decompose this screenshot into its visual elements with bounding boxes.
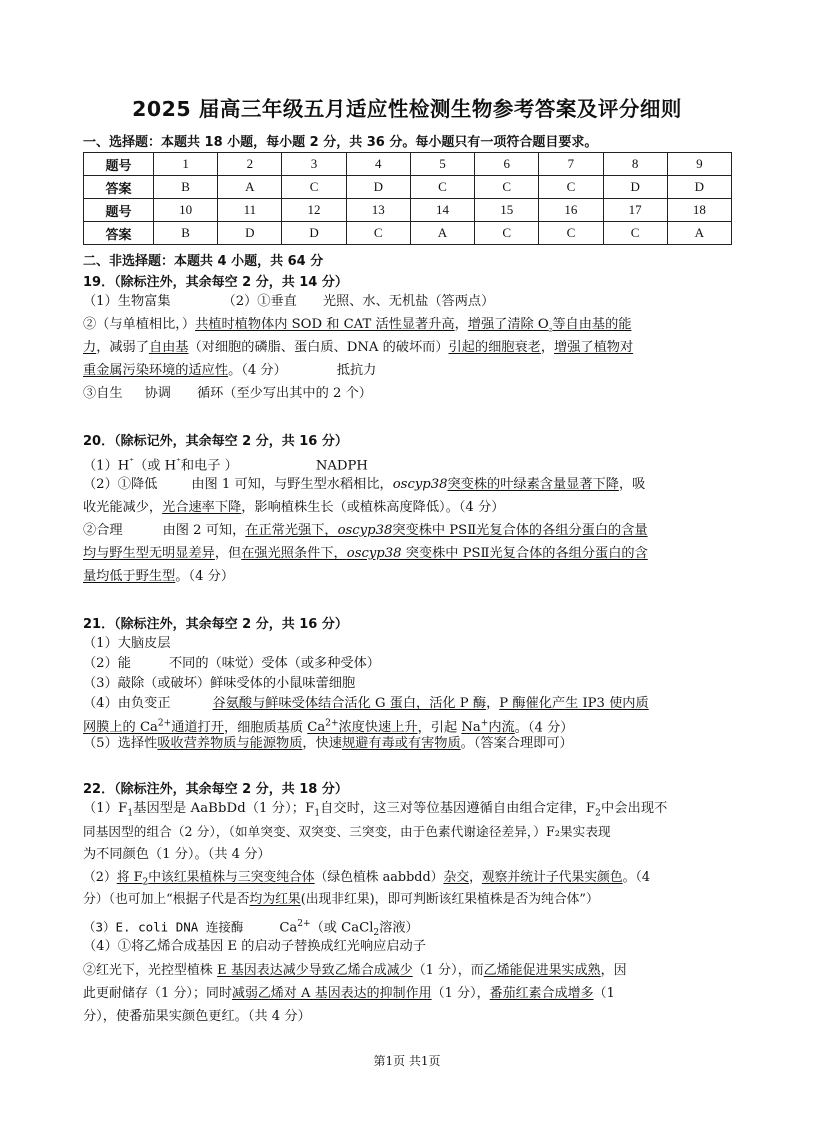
table-row (84, 222, 732, 245)
answer-text: NADPH (315, 458, 368, 474)
q20-line-5 (83, 544, 743, 564)
underlined-answer: 量均低于野生型 (83, 569, 176, 584)
answer-text: 。（4 分） (228, 363, 287, 378)
q21-line-6 (83, 734, 743, 754)
answer-text: （3）E. coli DNA 连接酶 (83, 919, 244, 935)
table-row (84, 153, 732, 176)
table-row (84, 176, 732, 199)
answer-text: （2）能 (83, 656, 131, 671)
table-cell: B (154, 222, 218, 245)
answer-text: 此更耐储存（1 分）；同时 (83, 986, 232, 1001)
answer-text: ， (454, 317, 468, 332)
table-cell: D (346, 176, 410, 199)
underlined-answer: 网膜上的 $Ca^{2+}$通道打开 (83, 719, 224, 736)
answer-text: ，快速 (302, 736, 342, 751)
underlined-answer: 重金属污染环境的适应性 (83, 363, 229, 378)
answer-text: ， (486, 696, 500, 711)
answer-text: （1 分），而 (412, 963, 484, 978)
table-cell: C (475, 222, 539, 245)
underlined-answer: 力 (83, 340, 97, 355)
answer-text: ， (540, 340, 555, 355)
table-row (84, 199, 732, 222)
answer-text: （2）①垂直 (222, 294, 297, 309)
superscript: 2+ (297, 919, 311, 929)
q19-line-5 (83, 384, 743, 404)
answer-table (83, 152, 732, 245)
underlined-answer: 杂交 (443, 870, 470, 885)
answer-text: 。（4 分） (514, 720, 574, 736)
table-cell: 7 (539, 153, 603, 176)
table-cell: 9 (667, 153, 731, 176)
answer-text: ，影响植株生长（或植株高度降低）。（4 分） (241, 500, 505, 515)
question-21-heading: 21．（除标注外，其余每空 2 分，共 16 分） (83, 617, 348, 632)
underlined-answer: Na+内流 (461, 719, 515, 736)
underlined-answer: 番茄红素合成增多 (489, 986, 594, 1001)
underlined-answer: 减弱乙烯对 A 基因表达的抑制作用 (231, 986, 432, 1001)
answer-text: （2）①降低 (83, 477, 158, 492)
q20-line-1 (83, 452, 743, 476)
table-cell: C (475, 176, 539, 199)
table-cell: C (603, 222, 667, 245)
underlined-answer: 突变株的叶绿素含量显著下降 (447, 477, 619, 492)
q20-line-3 (83, 498, 743, 518)
answer-text: ， (469, 870, 482, 885)
section-1-heading: 一、选择题：本题共 18 小题，每小题 2 分，共 36 分。每小题只有一项符合题目要求。 (83, 135, 598, 150)
page-footer: 第1页 共1页 (373, 1054, 441, 1068)
table-cell: B (154, 176, 218, 199)
table-row-label: 题号 (84, 199, 154, 222)
table-cell: C (410, 176, 474, 199)
underlined-answer: E 基因表达减少导致乙烯合成减少 (217, 963, 413, 978)
table-cell: 2 (218, 153, 282, 176)
answer-text: ，因 (600, 963, 627, 978)
q22-line-10: 分），使番茄果实颜色更红。（共 4 分） (83, 1009, 311, 1024)
table-cell: 18 (667, 199, 731, 222)
answer-text: ，减弱了 (96, 340, 149, 355)
table-cell: D (282, 222, 346, 245)
answer-text: ，引起 (417, 720, 462, 736)
table-cell: 15 (475, 199, 539, 222)
underlined-answer: 将 $F_2$中该红果植株与三突变纯合体 (116, 870, 315, 888)
subscript: 1 (314, 808, 321, 819)
underlined-answer: 增强了植物对 (554, 340, 634, 355)
answer-text: 协调 (144, 386, 171, 401)
answer-text: 抵抗力 (336, 363, 377, 378)
superscript: ⁺ (129, 457, 135, 467)
answer-text: 光照、水、无机盐（答两点） (322, 294, 495, 309)
underlined-answer: 均与野生型无明显差异 (83, 546, 215, 561)
answer-text: （1 分）， (431, 986, 490, 1001)
answer-text: 。（答案合理即可） (460, 736, 573, 751)
table-cell: 8 (603, 153, 667, 176)
answer-text: （5）选择性 (83, 736, 158, 751)
underlined-answer: 共植时植物体内 SOD 和 CAT 活性显著升高 (195, 317, 455, 332)
question-20-heading: 20．（除标记外，其余每空 2 分，共 16 分） (83, 434, 348, 449)
table-cell: 16 (539, 199, 603, 222)
underlined-answer: 观察并统计子代果实颜色 (481, 870, 623, 885)
q22-line-5 (83, 890, 743, 910)
underlined-answer: 自由基 (148, 340, 189, 355)
table-cell: 17 (603, 199, 667, 222)
underlined-answer: $Ca^{2+}$浓度快速上升 (307, 719, 418, 736)
table-cell: A (667, 222, 731, 245)
question-22-heading: 22．（除标注外，其余每空 2 分，共 18 分） (83, 782, 348, 797)
q22-line-7: （4）①将乙烯合成基因 E 的启动子替换成红光响应启动子 (83, 939, 426, 954)
table-cell: A (218, 176, 282, 199)
gene-name: oscyp38 (392, 477, 448, 492)
answer-text: ②合理 (83, 523, 123, 538)
answer-text: （1）F (83, 801, 128, 816)
answer-text: （绿色植株 aabbdd） (314, 870, 444, 885)
table-cell: 4 (346, 153, 410, 176)
answer-text: (出现非红果)，即可判断该红果植株是否为纯合体”） (300, 892, 599, 907)
q19-line-4 (83, 361, 743, 381)
q22-line-8 (83, 961, 743, 981)
q20-line-6 (83, 567, 743, 587)
underlined-answer: 均为红果 (249, 892, 301, 907)
q20-line-2 (83, 475, 743, 495)
subscript: 2 (595, 808, 601, 819)
subscript: 1 (127, 808, 134, 819)
answer-text: 循环（至少写出其中的 2 个） (196, 386, 372, 401)
table-cell: D (667, 176, 731, 199)
answer-text: 自交时，这三对等位基因遵循自由组合定律，F (320, 801, 596, 816)
underlined-answer: 光合速率下降 (162, 500, 242, 515)
answer-text: ②红光下，光控型植株 (83, 963, 218, 978)
underlined-answer: 谷氨酸与鲜味受体结合活化 G 蛋白，活化 P 酶 (212, 696, 487, 711)
table-cell: 10 (154, 199, 218, 222)
table-row-label: 答案 (84, 176, 154, 199)
q22-line-4 (83, 868, 743, 893)
answer-text: 收光能减少， (83, 500, 163, 515)
table-cell: 11 (218, 199, 282, 222)
table-cell: 12 (282, 199, 346, 222)
q21-line-1: （1）大脑皮层 (83, 636, 171, 651)
answer-text: 不同的（味觉）受体（或多种受体） (168, 656, 380, 671)
table-cell: 1 (154, 153, 218, 176)
table-row-label: 答案 (84, 222, 154, 245)
answer-text: （2） (83, 870, 117, 885)
underlined-answer: 在强光照条件下，oscyp38 突变株中 PSⅡ光复合体的各组分蛋白的含 (241, 546, 648, 561)
answer-text: 基因型是 AaBbDd（1 分）；F (133, 801, 315, 816)
table-cell: 14 (410, 199, 474, 222)
answer-text: 中会出现不 (600, 801, 668, 816)
answer-text: Ca (279, 920, 298, 936)
q19-line-3 (83, 338, 743, 358)
table-cell: D (218, 222, 282, 245)
question-19-heading: 19．（除标注外，其余每空 2 分，共 14 分） (83, 275, 348, 290)
underlined-answer: 吸收营养物质与能源物质 (157, 736, 303, 751)
table-cell: A (410, 222, 474, 245)
table-cell: C (346, 222, 410, 245)
table-cell: D (603, 176, 667, 199)
table-cell: 3 (282, 153, 346, 176)
section-2-heading: 二、非选择题：本题共 4 小题，共 64 分 (83, 254, 324, 269)
answer-text: ②（与单植相比，） (83, 317, 196, 332)
answer-text: ③自生 (83, 386, 123, 401)
q21-line-4 (83, 694, 743, 714)
answer-text: （1）H (83, 458, 130, 474)
answer-text: （或 H (134, 458, 177, 474)
answer-text: （4）由负变正 (83, 696, 171, 711)
table-cell: C (539, 222, 603, 245)
q19-line-1 (83, 292, 743, 312)
subscript: 2 (373, 928, 380, 939)
answer-text: 由图 1 可知，与野生型水稻相比， (191, 477, 393, 492)
q22-line-9 (83, 984, 743, 1004)
answer-text: （1 (593, 986, 615, 1001)
answer-text: 分）（也可加上“根据子代是否 (83, 892, 250, 907)
answer-text: （或 CaCl (310, 920, 374, 936)
q22-line-2: 同基因型的组合（2 分），（如单突变、双突变、三突变，由于色素代谢途径差异，）F₂果实表现 (83, 824, 611, 839)
underlined-answer: P 酶催化产生 IP3 使内质 (499, 696, 649, 711)
page-title: 2025 届高三年级五月适应性检测生物参考答案及评分细则 (132, 97, 682, 121)
answer-text: ，但 (214, 546, 242, 561)
answer-text: （对细胞的磷脂、蛋白质、DNA 的破坏而） (188, 340, 449, 355)
q20-line-4 (83, 521, 743, 541)
answer-text: 。（4 分） (175, 569, 235, 584)
table-cell: C (539, 176, 603, 199)
table-row-label: 题号 (84, 153, 154, 176)
answer-text: 和电子 ） (180, 458, 238, 474)
table-cell: 6 (475, 153, 539, 176)
q19-line-2 (83, 315, 743, 340)
q21-line-2 (83, 654, 743, 674)
answer-text: 溶液） (379, 920, 419, 936)
answer-text: （1）生物富集 (83, 294, 171, 309)
underlined-answer: 增强了清除 $O_{_2}$等自由基的能 (467, 317, 632, 335)
underlined-answer: 乙烯能促进果实成熟 (483, 963, 601, 978)
superscript: ⁺ (176, 457, 181, 467)
q21-line-3: （3）敲除（或破坏）鲜味受体的小鼠味蕾细胞 (83, 676, 356, 691)
q22-line-3: 为不同颜色（1 分）。（共 4 分） (83, 847, 271, 862)
table-cell: C (282, 176, 346, 199)
answer-text: 由图 2 可知， (162, 523, 246, 538)
underlined-answer: 引起的细胞衰老 (448, 340, 541, 355)
q22-line-1 (83, 799, 743, 824)
table-cell: 5 (410, 153, 474, 176)
underlined-answer: 在正常光强下，oscyp38突变株中 PSⅡ光复合体的各组分蛋白的含量 (245, 523, 648, 538)
answer-text: ，细胞质基质 (223, 720, 308, 736)
table-cell: 13 (346, 199, 410, 222)
answer-text: ，吸 (618, 477, 646, 492)
underlined-answer: 规避有毒或有害物质 (341, 736, 461, 751)
answer-text: 。（4 (622, 870, 650, 885)
